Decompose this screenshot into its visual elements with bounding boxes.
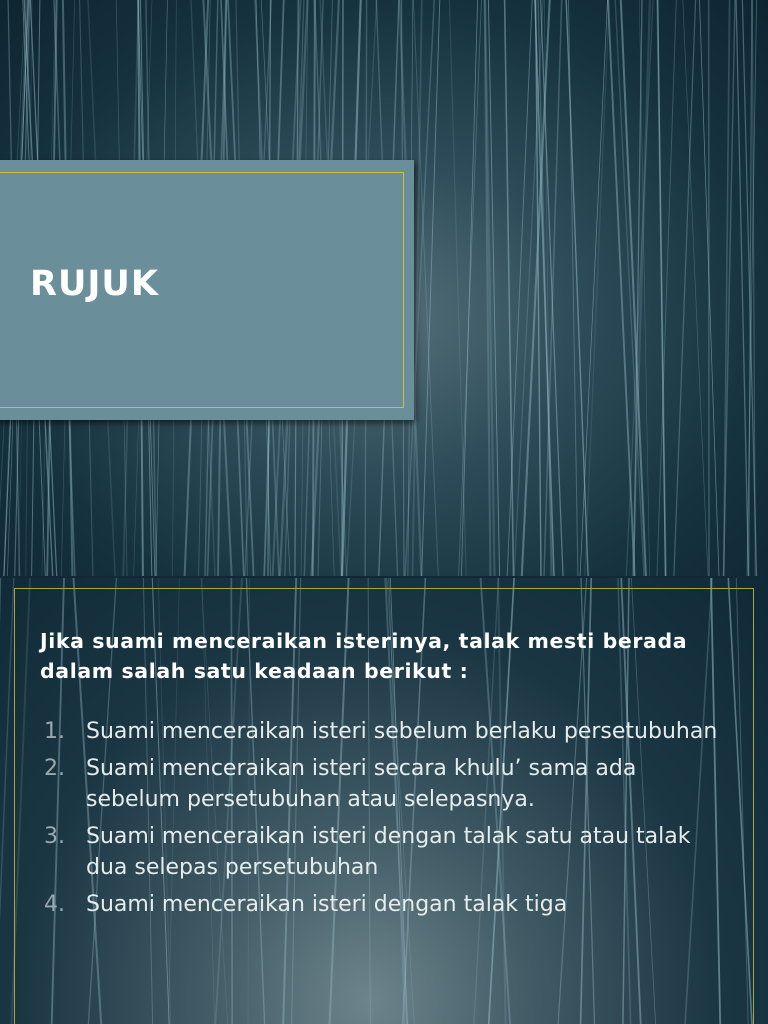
content-slide [0,578,768,1024]
numbered-list [44,716,734,926]
list-number: 3. [44,824,65,849]
list-text: Suami menceraikan isteri dengan talak satu atau talak dua selepas persetubuhan [86,824,691,880]
list-number: 4. [44,892,65,917]
slide-title: RUJUK [30,264,159,304]
list-number: 2. [44,756,65,781]
list-text: Suami menceraikan isteri secara khulu’ sama ada sebelum persetubuhan atau selepasnya. [86,756,637,812]
list-item [44,716,734,747]
list-item [44,889,734,920]
list-item [44,753,734,815]
list-text: Suami menceraikan isteri dengan talak tiga [86,892,568,917]
list-text: Suami menceraikan isteri sebelum berlaku persetubuhan [86,719,718,744]
intro-text: Jika suami menceraikan isterinya, talak mesti berada dalam salah satu keadaan berikut : [40,629,688,683]
list-item [44,821,734,883]
list-number: 1. [44,719,65,744]
